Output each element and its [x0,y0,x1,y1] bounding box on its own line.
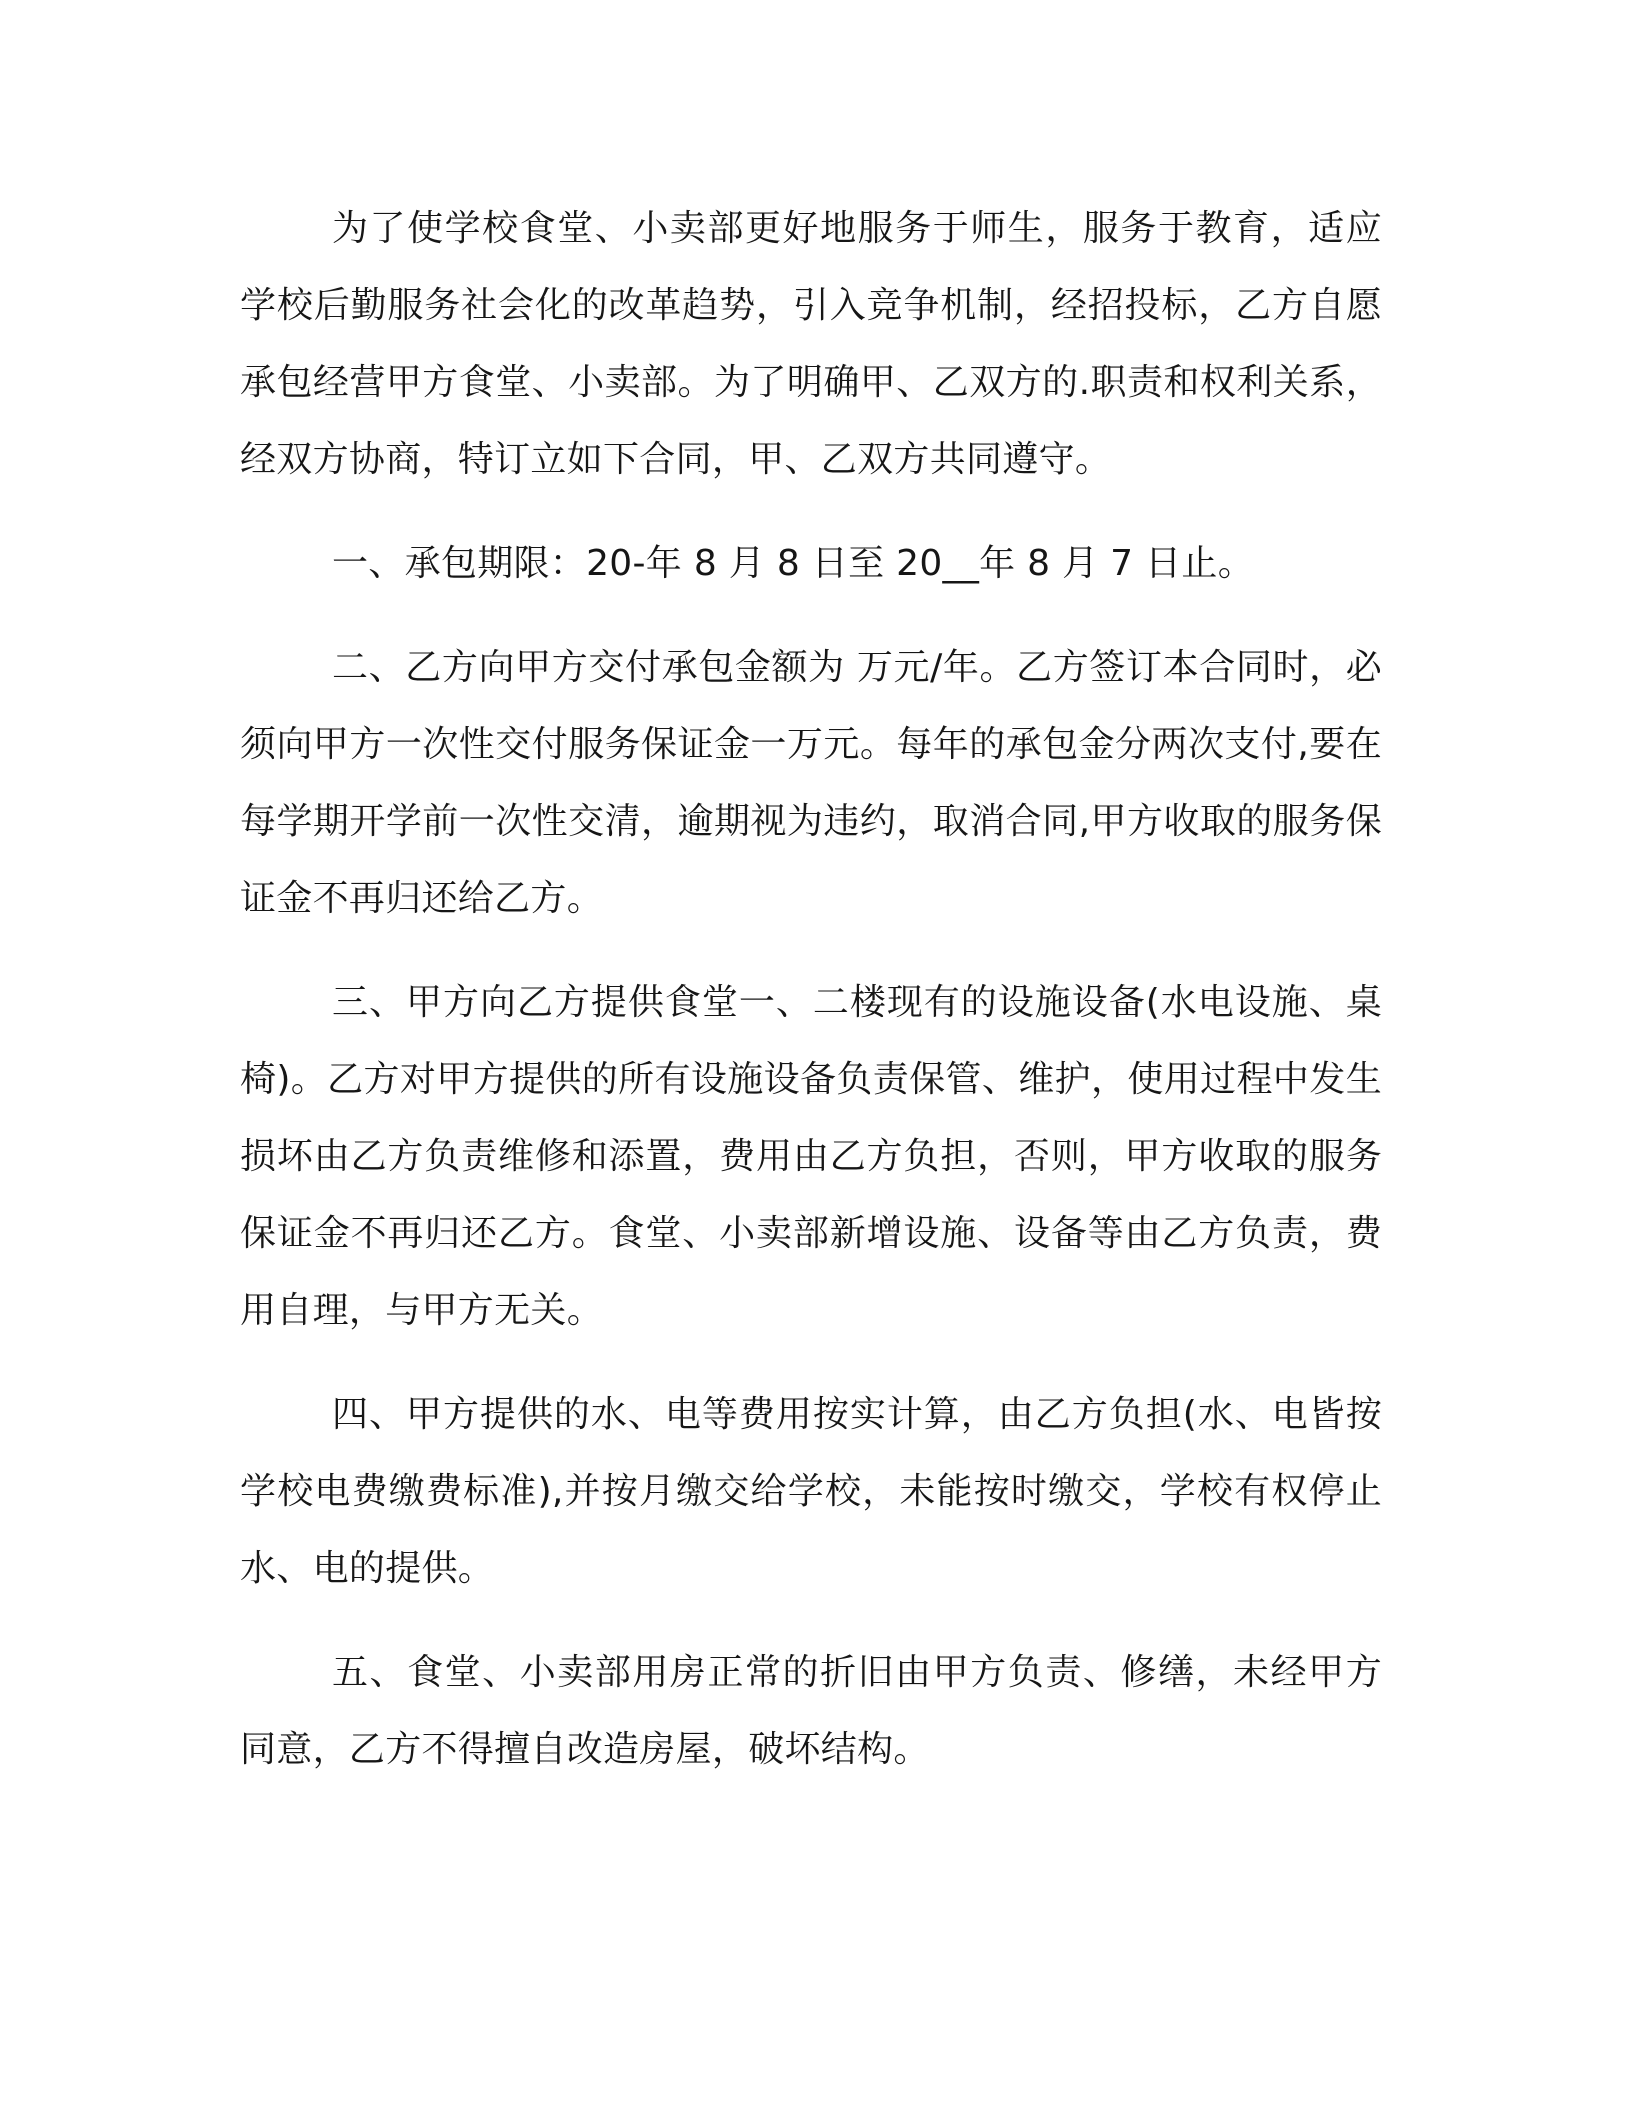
intro-paragraph: 为了使学校食堂、小卖部更好地服务于师生，服务于教育，适应学校后勤服务社会化的改革趋势，引入竞争机制，经招投标，乙方自愿承包经营甲方食堂、小卖部。为了明确甲、乙双方的.职责和权利关系，经双方协商，特订立如下合同，甲、乙双方共同遵守。 [240,208,1382,480]
contract-body [240,190,1382,1788]
clause-5-building: 五、食堂、小卖部用房正常的折旧由甲方负责、修缮，未经甲方同意，乙方不得擅自改造房屋，破坏结构。 [240,1652,1382,1770]
clause-4-utilities: 四、甲方提供的水、电等费用按实计算，由乙方负担(水、电皆按学校电费缴费标准),并按月缴交给学校，未能按时缴交，学校有权停止水、电的提供。 [240,1394,1382,1589]
clause-2-payment: 二、乙方向甲方交付承包金额为 万元/年。乙方签订本合同时，必须向甲方一次性交付服务保证金一万元。每年的承包金分两次支付,要在每学期开学前一次性交清，逾期视为违约，取消合同,甲方收取的服务保证金不再归还给乙方。 [240,647,1382,919]
clause-3-facilities: 三、甲方向乙方提供食堂一、二楼现有的设施设备(水电设施、桌椅)。乙方对甲方提供的所有设施设备负责保管、维护，使用过程中发生损坏由乙方负责维修和添置，费用由乙方负担，否则，甲方收取的服务保证金不再归还乙方。食堂、小卖部新增设施、设备等由乙方负责，费用自理，与甲方无关。 [240,982,1382,1331]
clause-1-term: 一、承包期限：20-年 8 月 8 日至 20__年 8 月 7 日止。 [332,543,1255,584]
